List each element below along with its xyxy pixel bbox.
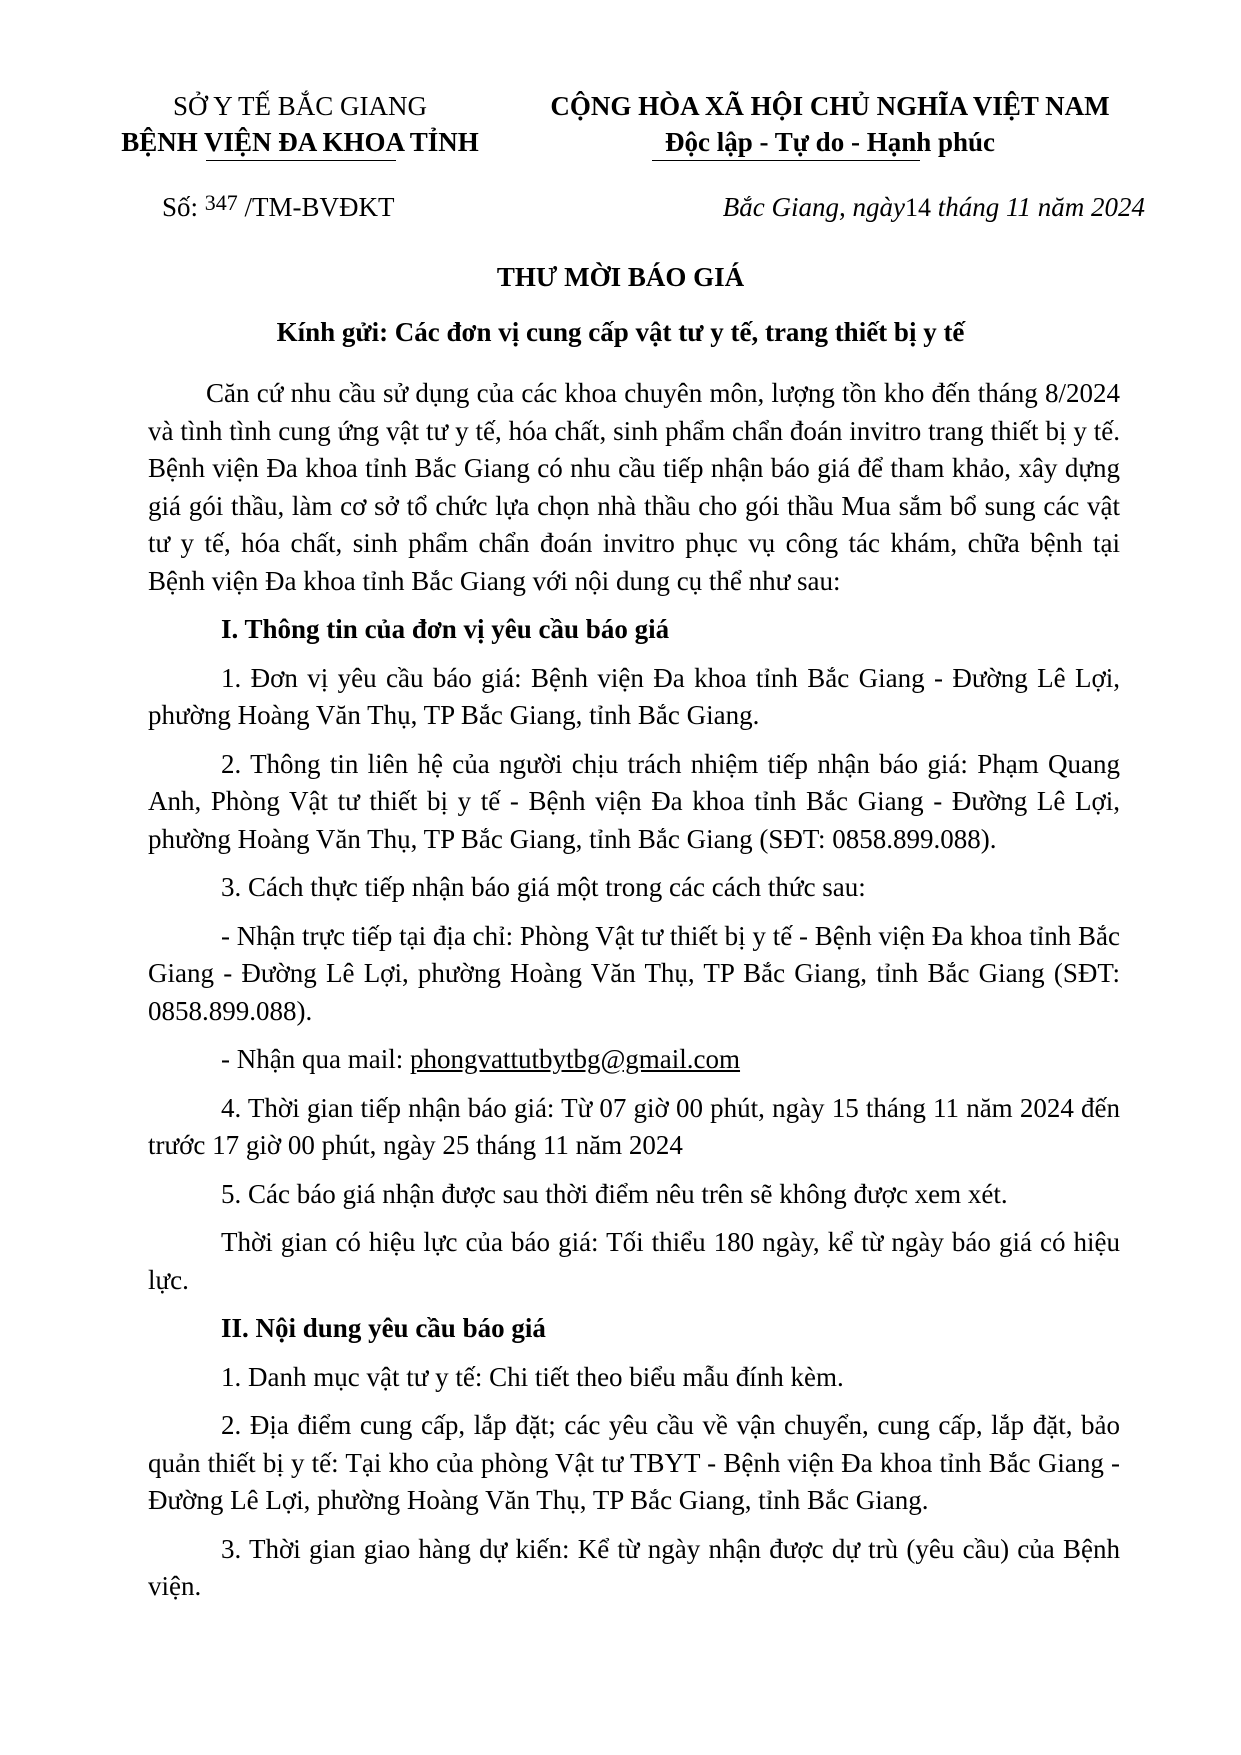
ref-number: 347: [204, 190, 238, 215]
paragraph-1-4: 4. Thời gian tiếp nhận báo giá: Từ 07 giờ 00 phút, ngày 15 tháng 11 năm 2024 đến trước 17 giờ 00 phút, ngày 25 tháng 11 năm 2024: [148, 1092, 1120, 1160]
date-suffix: tháng 11 năm 2024: [931, 192, 1145, 222]
ref-prefix: Số:: [162, 192, 205, 222]
paragraph-1-2: 2. Thông tin liên hệ của người chịu trách nhiệm tiếp nhận báo giá: Phạm Quang Anh, Phòng Vật tư thiết bị y tế - Bệnh viện Đa khoa tỉnh Bắc Giang - Đường Lê Lợi, phường Hoàng Văn Thụ, TP Bắc Giang, tỉnh Bắc Giang (SĐT: 0858.899.088).: [148, 748, 1120, 854]
national-motto: Độc lập - Tự do - Hạnh phúc: [664, 127, 996, 157]
document-date: [723, 192, 1145, 223]
email-link[interactable]: phongvattutbytbg@gmail.com: [409, 1044, 741, 1074]
section-heading-1: I. Thông tin của đơn vị yêu cầu báo giá: [221, 614, 670, 644]
paragraph-1-5: 5. Các báo giá nhận được sau thời điểm nêu trên sẽ không được xem xét.: [221, 1178, 1008, 1209]
paragraph-2-2: 2. Địa điểm cung cấp, lắp đặt; các yêu cầu về vận chuyển, cung cấp, lắp đặt, bảo quản thiết bị y tế: Tại kho của phòng Vật tư TBYT - Bệnh viện Đa khoa tỉnh Bắc Giang - Đường Lê Lợi, phường Hoàng Văn Thụ, TP Bắc Giang, tỉnh Bắc Giang.: [148, 1410, 1120, 1515]
document-number: [162, 192, 395, 223]
national-header: [515, 88, 1145, 160]
document-body: [148, 375, 1120, 1617]
paragraph-1-1: 1. Đơn vị yêu cầu báo giá: Bệnh viện Đa khoa tỉnh Bắc Giang - Đường Lê Lợi, phường Hoàng Văn Thụ, TP Bắc Giang, tỉnh Bắc Giang.: [148, 662, 1120, 730]
section-heading-2: II. Nội dung yêu cầu báo giá: [221, 1313, 546, 1343]
paragraph-1-3a: - Nhận trực tiếp tại địa chỉ: Phòng Vật tư thiết bị y tế - Bệnh viện Đa khoa tỉnh Bắc Giang - Đường Lê Lợi, phường Hoàng Văn Thụ, TP Bắc Giang, tỉnh Bắc Giang (SĐT: 0858.899.088).: [148, 920, 1120, 1026]
intro-paragraph: Căn cứ nhu cầu sử dụng của các khoa chuyên môn, lượng tồn kho đến tháng 8/2024 và tình tình cung ứng vật tư y tế, hóa chất, sinh phẩm chẩn đoán invitro trang thiết bị y tế. Bệnh viện Đa khoa tỉnh Bắc Giang có nhu cầu tiếp nhận báo giá để tham khảo, xây dựng giá gói thầu, làm cơ sở tổ chức lựa chọn nhà thầu cho gói thầu Mua sắm bổ sung các vật tư y tế, hóa chất, sinh phẩm chẩn đoán invitro phục vụ công tác khám, chữa bệnh tại Bệnh viện Đa khoa tỉnh Bắc Giang với nội dung cụ thể như sau:: [148, 378, 1120, 596]
email-label: - Nhận qua mail:: [221, 1044, 410, 1074]
issuer-department: SỞ Y TẾ BẮC GIANG: [172, 91, 427, 121]
recipient-line: Kính gửi: Các đơn vị cung cấp vật tư y tế, trang thiết bị y tế: [276, 317, 965, 347]
paragraph-1-6: Thời gian có hiệu lực của báo giá: Tối thiểu 180 ngày, kể từ ngày báo giá có hiệu lực.: [148, 1227, 1120, 1295]
paragraph-2-3: 3. Thời gian giao hàng dự kiến: Kể từ ngày nhận được dự trù (yêu cầu) của Bệnh viện.: [148, 1533, 1120, 1601]
paragraph-1-3: 3. Cách thực tiếp nhận báo giá một trong các cách thức sau:: [221, 872, 866, 902]
paragraph-2-1: 1. Danh mục vật tư y tế: Chi tiết theo biểu mẫu đính kèm.: [221, 1361, 844, 1392]
issuer-hospital: BỆNH VIỆN ĐA KHOA TỈNH: [121, 127, 479, 157]
date-prefix: Bắc Giang, ngày: [722, 192, 905, 222]
document-title: THƯ MỜI BÁO GIÁ: [496, 262, 745, 292]
motto-underline: [652, 160, 920, 161]
issuer-header: [100, 88, 500, 160]
issuer-underline: [206, 160, 396, 161]
national-title: CỘNG HÒA XÃ HỘI CHỦ NGHĨA VIỆT NAM: [550, 91, 1110, 121]
date-day: 14: [905, 193, 931, 222]
ref-suffix: /TM-BVĐKT: [237, 192, 395, 222]
paragraph-1-3b: [148, 1041, 1120, 1079]
